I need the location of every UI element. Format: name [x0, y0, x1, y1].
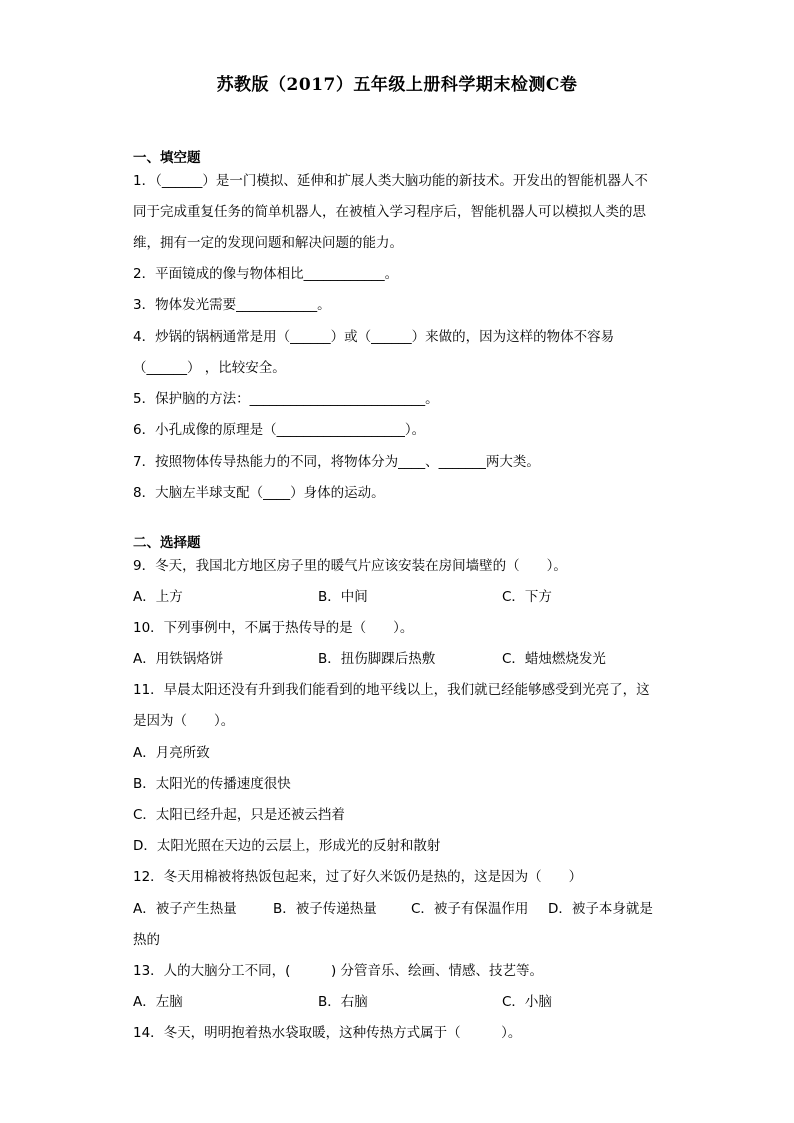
question-12-option-d-continuation: 热的 [133, 932, 160, 948]
question-10-option-a: A．用铁锅烙饼 [133, 651, 224, 667]
question-11-stem-line-1: 11．早晨太阳还没有升到我们能看到的地平线以上，我们就已经能够感受到光亮了，这 [133, 682, 650, 698]
question-1-line-2: 同于完成重复任务的简单机器人，在被植入学习程序后，智能机器人可以模拟人类的思 [133, 204, 646, 220]
section-heading-multiple-choice: 二、选择题 [133, 535, 201, 551]
question-12-stem: 12．冬天用棉被将热饭包起来，过了好久米饭仍是热的，这是因为（ ） [133, 869, 583, 885]
question-11-option-a: A．月亮所致 [133, 745, 210, 761]
question-12-option-a: A．被子产生热量 [133, 901, 237, 917]
section-heading-fill-in: 一、填空题 [133, 150, 201, 166]
question-1-line-3: 维，拥有一定的发现问题和解决问题的能力。 [133, 235, 403, 251]
question-9-option-c: C．下方 [502, 589, 552, 605]
question-10-option-c: C．蜡烛燃烧发光 [502, 651, 606, 667]
question-10-option-b: B．扭伤脚踝后热敷 [318, 651, 436, 667]
question-13-stem: 13．人的大脑分工不同，( ) 分管音乐、绘画、情感、技艺等。 [133, 963, 544, 979]
question-3: 3．物体发光需要____________。 [133, 297, 331, 313]
question-9-stem: 9．冬天，我国北方地区房子里的暖气片应该安装在房间墙壁的（ ）。 [133, 558, 567, 574]
question-4-line-2: （______） ，比较安全。 [133, 360, 286, 376]
question-11-option-c: C．太阳已经升起，只是还被云挡着 [133, 807, 345, 823]
question-13-option-b: B．右脑 [318, 994, 368, 1010]
question-13-option-c: C．小脑 [502, 994, 552, 1010]
question-2: 2．平面镜成的像与物体相比____________。 [133, 266, 399, 282]
question-11-option-d: D．太阳光照在天边的云层上，形成光的反射和散射 [133, 838, 441, 854]
question-9-option-b: B．中间 [318, 589, 368, 605]
question-11-option-b: B．太阳光的传播速度很快 [133, 776, 291, 792]
question-14-stem: 14．冬天，明明抱着热水袋取暖，这种传热方式属于（ ）。 [133, 1025, 522, 1041]
exam-title: 苏教版（2017）五年级上册科学期末检测C卷 [216, 75, 578, 95]
question-12-option-c: C．被子有保温作用 [411, 901, 529, 917]
question-12-option-d: D．被子本身就是 [548, 901, 653, 917]
question-4-line-1: 4．炒锅的锅柄通常是用（______）或（______）来做的，因为这样的物体不容易 [133, 329, 615, 345]
question-8: 8．大脑左半球支配（____）身体的运动。 [133, 485, 385, 501]
question-12-option-b: B．被子传递热量 [273, 901, 377, 917]
question-7: 7．按照物体传导热能力的不同，将物体分为____、_______两大类。 [133, 454, 540, 470]
question-6: 6．小孔成像的原理是（___________________）。 [133, 422, 426, 438]
question-1-line-1: 1．（______）是一门模拟、延伸和扩展人类大脑功能的新技术。开发出的智能机器人不 [133, 173, 648, 189]
question-9-option-a: A．上方 [133, 589, 183, 605]
question-10-stem: 10．下列事例中，不属于热传导的是（ ）。 [133, 620, 414, 636]
question-5: 5．保护脑的方法：__________________________。 [133, 391, 439, 407]
question-13-option-a: A．左脑 [133, 994, 183, 1010]
question-11-stem-line-2: 是因为（ ）。 [133, 713, 235, 729]
